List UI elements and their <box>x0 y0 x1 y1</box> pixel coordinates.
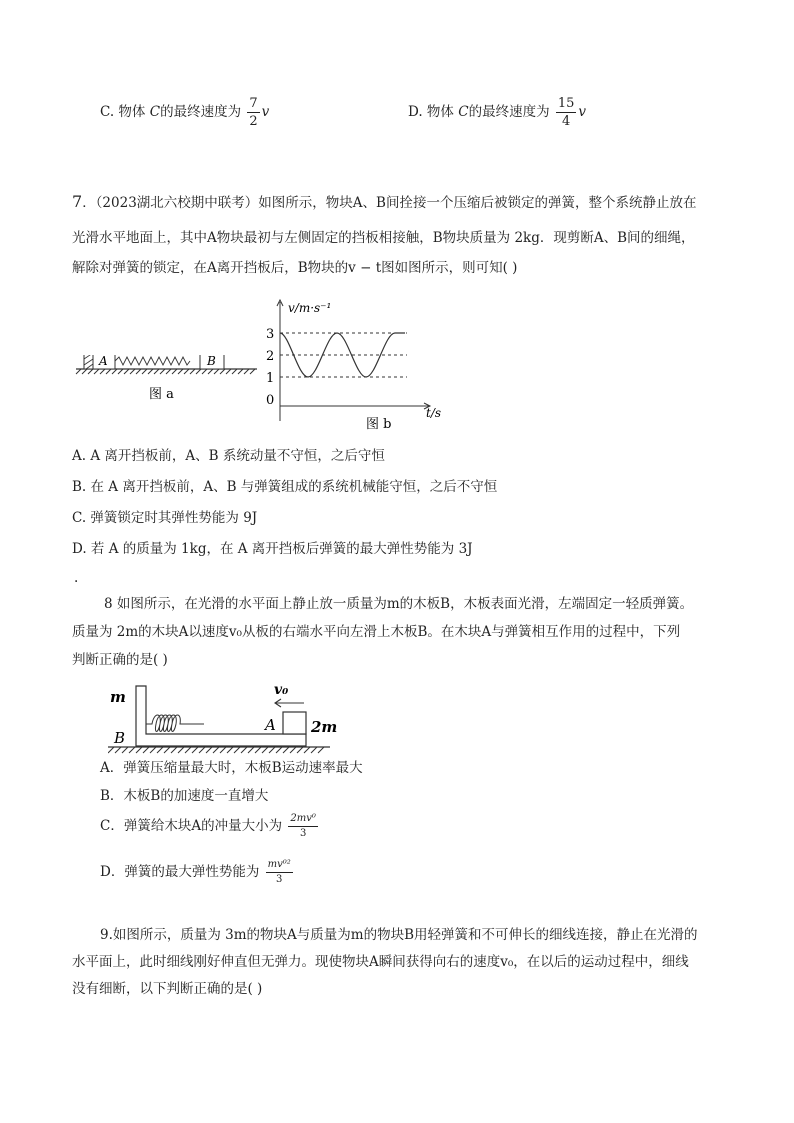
fraction: $\frac{15}{4}$ <box>557 96 575 129</box>
block-label: A <box>265 716 276 734</box>
board-mass-label: m <box>110 688 126 706</box>
q9-line-3: 没有细断，以下判断正确的是( ) <box>72 981 263 997</box>
q7-option-b: B. 在 A 离开挡板前，A、B 与弹簧组成的系统机械能守恒，之后不守恒 <box>72 479 498 495</box>
q8-line-3: 判断正确的是( ) <box>72 652 168 668</box>
ground-hatch <box>108 747 330 753</box>
fraction: $\frac{\text{mv⁰²}}{3}$ <box>267 859 291 885</box>
q9-line-1: 9.如图所示，质量为 3m的物块A与质量为m的物块B用轻弹簧和不可伸长的细线连接，静止在光滑的 <box>100 927 698 943</box>
q7-option-c: C. 弹簧锁定时其弹性势能为 9J <box>72 510 258 526</box>
figure-a-caption: 图 a <box>149 387 174 402</box>
q7-figure-b <box>262 296 462 436</box>
q6-option-d: D. 物体 C的最终速度为 $\frac{15}{4}$ v <box>408 96 587 129</box>
y-axis-label: v/m·s⁻¹ <box>288 301 332 315</box>
q8-option-c: C．弹簧给木块A的冲量大小为 $\frac{\text{2mv⁰}}{3}$ <box>100 813 316 839</box>
tick-label: 2 <box>266 349 275 364</box>
velocity-label: v₀ <box>274 682 289 698</box>
figure-b-caption: 图 b <box>366 417 392 432</box>
ground-hatch <box>76 369 257 374</box>
tick-label: 3 <box>266 327 275 342</box>
q9-line-2: 水平面上，此时细线刚好伸直但无弹力。现使物块A瞬间获得向右的速度v₀，在以后的运动过程中，细线 <box>72 954 689 970</box>
fraction: $\frac{\text{2mv⁰}}{3}$ <box>290 813 316 839</box>
fraction: $\frac{7}{2}$ <box>249 96 258 129</box>
block-b-label: B <box>207 355 216 368</box>
block-mass-label: 2m <box>311 718 338 736</box>
velocity-arrow <box>275 699 304 707</box>
q8-line-1: 8 如图所示，在光滑的水平面上静止放一质量为m的木板B，木板表面光滑，左端固定一轻质弹簧。 <box>104 596 694 612</box>
q8-option-a: A．弹簧压缩量最大时，木板B运动速率最大 <box>100 760 363 776</box>
board-label: B <box>114 729 126 747</box>
q7-line-2: 光滑水平地面上，其中A物块最初与左侧固定的挡板相接触，B物块质量为 2kg．现剪断A、B间的细绳， <box>72 230 695 246</box>
q7-trailing-mark: . <box>74 570 79 586</box>
x-axis-label: t/s <box>426 406 442 420</box>
q7-option-d: D. 若 A 的质量为 1kg，在 A 离开挡板后弹簧的最大弹性势能为 3J <box>72 541 473 557</box>
q7-figure-a <box>72 355 262 435</box>
q6-option-c: C. 物体 C的最终速度为 $\frac{7}{2}$ v <box>100 96 270 129</box>
q7-line-1: 7．（2023湖北六校期中联考）如图所示，物块A、B间拴接一个压缩后被锁定的弹簧，整个系统静止放在 <box>72 192 697 211</box>
q8-figure <box>108 680 348 758</box>
q8-option-d: D．弹簧的最大弹性势能为 $\frac{\text{mv⁰²}}{3}$ <box>100 859 291 885</box>
q8-option-b: B．木板B的加速度一直增大 <box>100 788 269 804</box>
left-wall <box>84 355 93 369</box>
q7-line-3: 解除对弹簧的锁定，在A离开挡板后，B物块的v − t图如图所示，则可知( ) <box>72 260 518 276</box>
spring <box>146 715 204 732</box>
q8-line-2: 质量为 2m的木块A以速度v₀从板的右端水平向左滑上木板B。在木块A与弹簧相互作用的过程中，下列 <box>72 624 681 640</box>
spring <box>115 357 190 365</box>
tick-label: 1 <box>266 371 275 386</box>
q7-option-a: A. A 离开挡板前，A、B 系统动量不守恒，之后守恒 <box>72 448 385 464</box>
tick-label: 0 <box>266 393 275 408</box>
block-a <box>283 712 306 734</box>
block-a-label: A <box>99 355 108 368</box>
question-number: 7 <box>72 192 83 211</box>
